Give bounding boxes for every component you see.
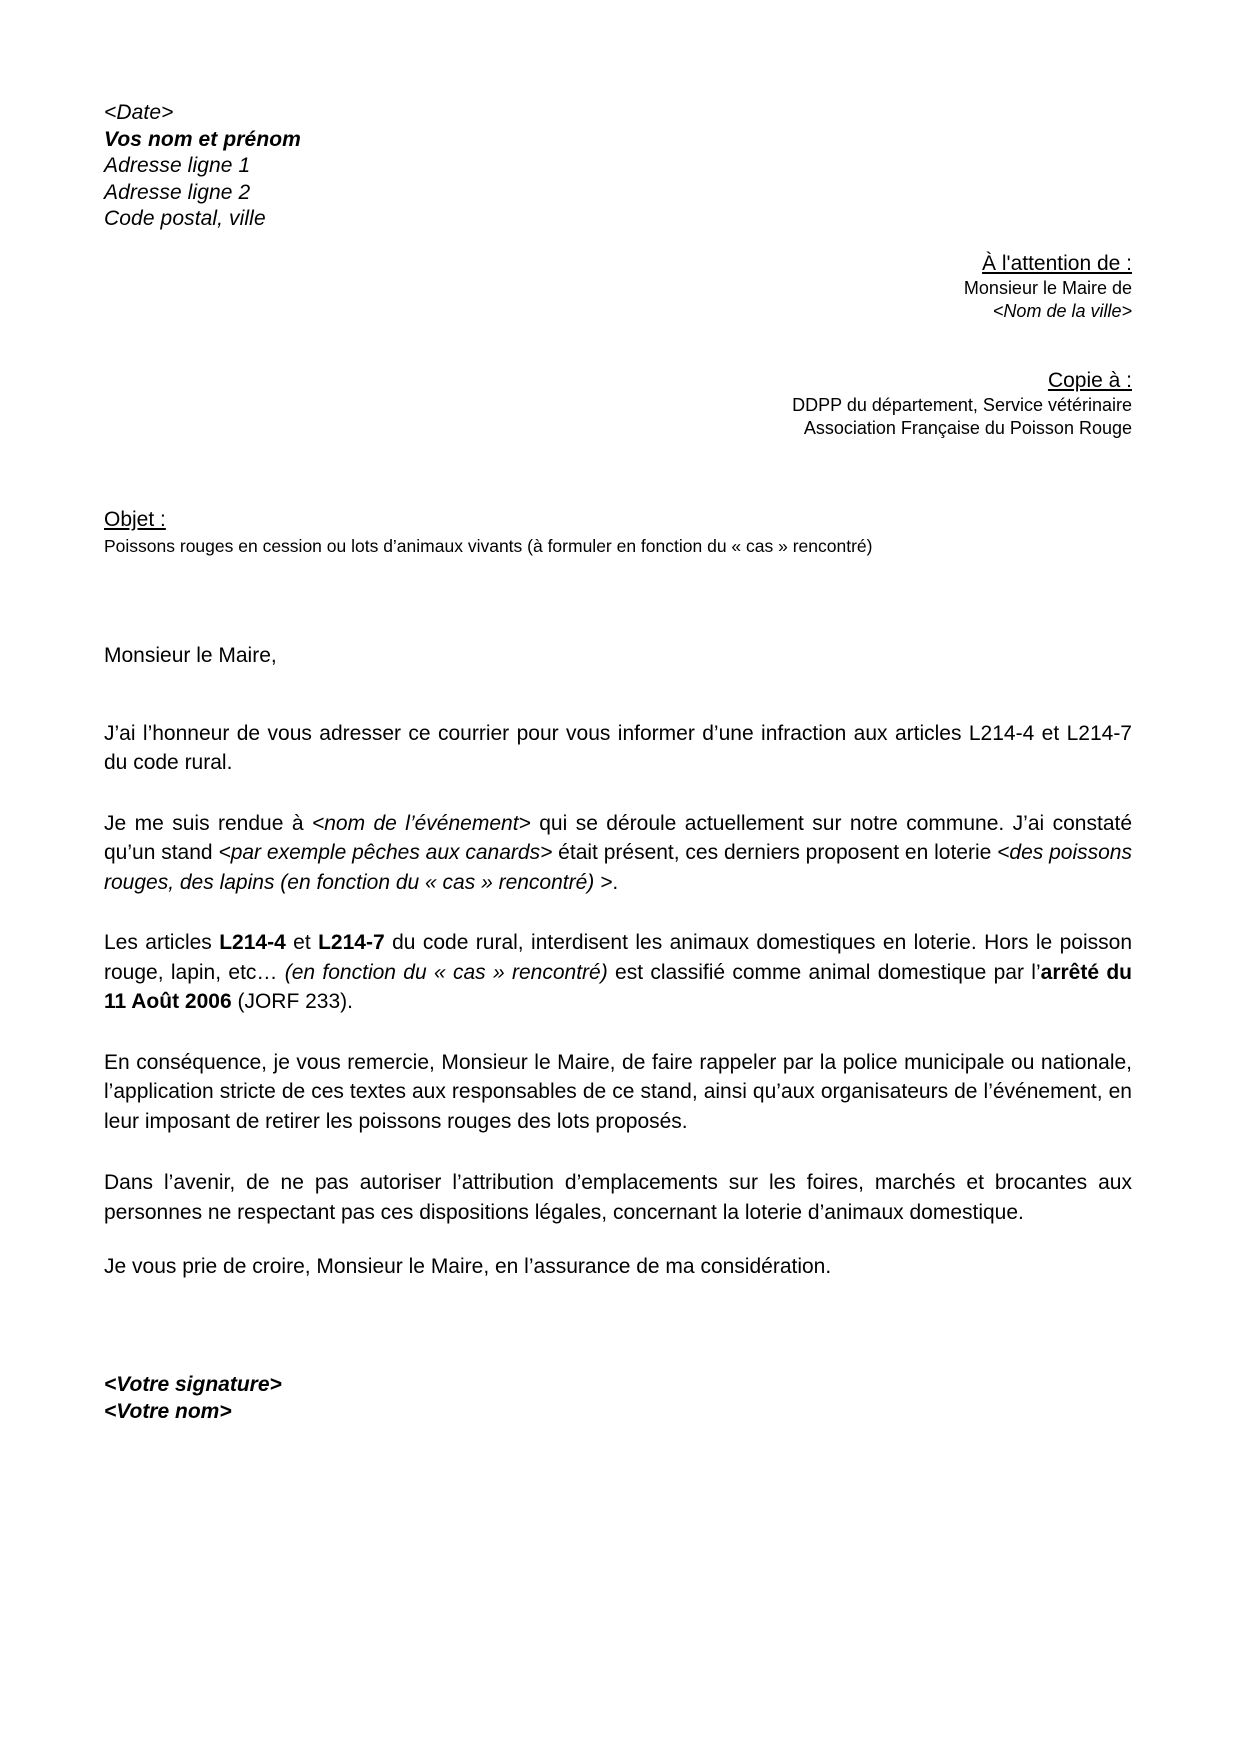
subject-text: Poissons rouges en cession ou lots d’animaux vivants (à formuler en fonction du « cas » rencontré) xyxy=(104,535,873,556)
copy-title: Copie à : xyxy=(1047,368,1132,392)
legal-text-4: est classifié comme animal domestique par l’ xyxy=(607,960,1041,984)
attention-block xyxy=(104,250,1132,323)
article-l214-7: L214-7 xyxy=(318,931,385,954)
signer-name-placeholder: <Votre nom> xyxy=(104,1400,232,1423)
decree-reference: arrêté du 11 Août 2006 xyxy=(104,960,1132,1013)
legal-text-2: et xyxy=(285,931,319,954)
copy-recipient-2: Association Française du Poisson Rouge xyxy=(803,417,1132,438)
paragraph-intro xyxy=(104,719,1132,778)
future-text: Dans l’avenir, de ne pas autoriser l’attribution d’emplacements sur les foires, marchés et brocantes aux personnes ne respectant pas ces dispositions légales, concernant la loterie d’animaux domestique. xyxy=(104,1171,1132,1224)
observation-text-3: était présent, ces derniers proposent en loterie xyxy=(552,841,998,864)
sender-date: <Date> xyxy=(104,101,174,124)
case-note-placeholder: (en fonction du « cas » rencontré) xyxy=(284,960,608,984)
subject-label: Objet : xyxy=(104,507,166,531)
salutation: Monsieur le Maire, xyxy=(104,643,277,667)
legal-text-5: (JORF 233). xyxy=(231,990,353,1013)
legal-text-3: du code rural, interdisent les animaux domestiques en loterie. Hors le poisson rouge, lapin, etc… xyxy=(104,931,1133,984)
lottery-animals-placeholder: <des poissons rouges, des lapins (en fonction du « cas » rencontré) > xyxy=(104,841,1132,894)
attention-recipient: Monsieur le Maire de xyxy=(963,277,1132,298)
paragraph-legal xyxy=(104,928,1132,1017)
paragraph-future xyxy=(104,1168,1132,1227)
legal-text-1: Les articles xyxy=(104,931,220,954)
attention-city-placeholder: <Nom de la ville> xyxy=(992,300,1132,321)
paragraph-observation xyxy=(104,809,1132,898)
subject-block xyxy=(104,506,1132,558)
closing-formula: Je vous prie de croire, Monsieur le Maire, en l’assurance de ma considération. xyxy=(104,1255,832,1278)
letter-body xyxy=(104,719,1132,1228)
copy-recipient-1: DDPP du département, Service vétérinaire xyxy=(792,394,1132,415)
observation-text-1: Je me suis rendue à xyxy=(104,811,312,835)
observation-text-2: qui se déroule actuellement sur notre commune. J’ai constaté qu’un stand xyxy=(104,811,1133,864)
attention-title: À l'attention de : xyxy=(982,251,1132,275)
signature-block xyxy=(104,1371,1132,1426)
stand-type-placeholder: <par exemple pêches aux canards> xyxy=(218,841,553,864)
copy-block xyxy=(104,367,1132,440)
sender-block xyxy=(104,100,1132,233)
paragraph-request xyxy=(104,1048,1132,1137)
sender-address-line-1: Adresse ligne 1 xyxy=(104,154,251,177)
signature-placeholder: <Votre signature> xyxy=(104,1372,282,1396)
sender-city-line: Code postal, ville xyxy=(104,207,266,230)
paragraph-intro-text: J’ai l’honneur de vous adresser ce courrier pour vous informer d’une infraction aux articles L214-4 et L214-7 du code rural. xyxy=(104,721,1132,774)
sender-address-line-2: Adresse ligne 2 xyxy=(104,180,251,204)
request-text: En conséquence, je vous remercie, Monsieur le Maire, de faire rappeler par la police municipale ou nationale, l’application stricte de ces textes aux responsables de ce stand, ainsi qu’aux organisateurs de l’événement, en leur imposant de retirer les poissons rouges des lots proposés. xyxy=(104,1050,1132,1133)
observation-text-4: . xyxy=(612,870,619,894)
event-name-placeholder: <nom de l’événement> xyxy=(311,811,531,835)
sender-name: Vos nom et prénom xyxy=(104,127,301,151)
article-l214-4: L214-4 xyxy=(219,931,286,954)
